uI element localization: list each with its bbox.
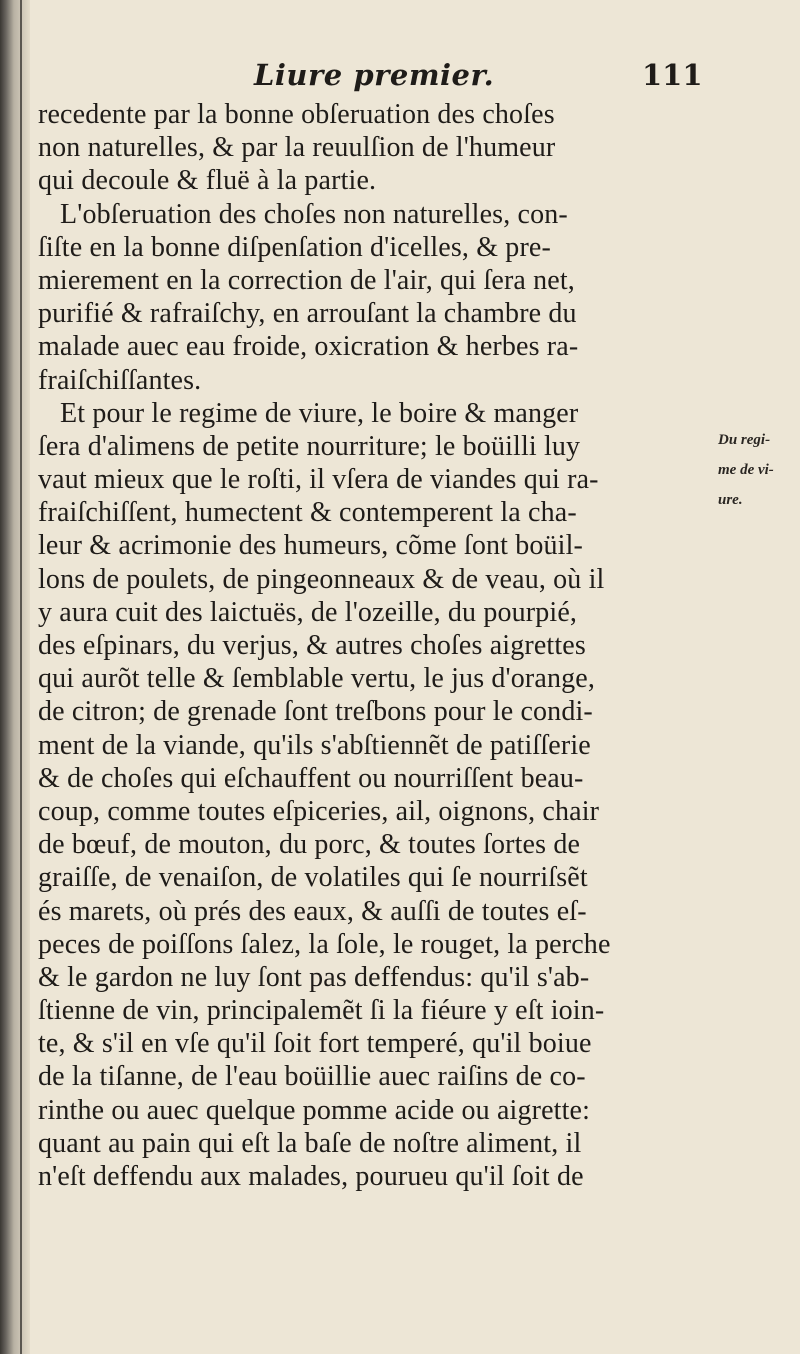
text-line: qui aurõt telle & ſemblable vertu, le jus d'orange, [38,663,595,695]
text-line: non naturelles, & par la reuulſion de l'humeur [38,132,556,164]
margin-note-line: Du regi- [718,432,771,448]
book-gutter [0,0,30,1354]
text-line: des eſpinars, du verjus, & autres choſes aigrettes [38,630,586,661]
text-line: coup, comme toutes eſpiceries, ail, oignons, chair [38,795,600,827]
text-line: ment de la viande, qu'ils s'abſtiennẽt de patiſſerie [38,729,591,761]
text-line: te, & s'il en vſe qu'il ſoit fort temperé, qu'il boiue [38,1028,592,1060]
text-line: de la tiſanne, de l'eau boüillie auec raiſins de co- [38,1061,586,1093]
text-line: de bœuf, de mouton, du porc, & toutes ſortes de [38,829,581,861]
text-line: purifié & rafraiſchy, en arrouſant la chambre du [38,298,577,330]
page-header [38,52,718,98]
margin-note-line: ure. [718,492,743,508]
text-line: graiſſe, de venaiſon, de volatiles qui ſe nourriſsẽt [38,862,588,894]
text-line: leur & acrimonie des humeurs, cõme ſont boüil- [38,530,583,562]
page-number: 111 [642,58,703,92]
margin-note [718,425,798,515]
text-line: és marets, où prés des eaux, & auſſi de toutes eſ- [38,895,587,927]
text-line: & le gardon ne luy ſont pas deffendus: qu'il s'ab- [38,961,590,993]
text-line: n'eſt deffendu aux malades, pourueu qu'il ſoit de [38,1161,584,1192]
text-line: y aura cuit des laictuës, de l'ozeille, du pourpié, [38,596,578,628]
margin-note-line: me de vi- [718,462,774,478]
book-page [38,52,718,1193]
text-line: malade auec eau froide, oxicration & herbes ra- [38,331,579,363]
text-line: & de choſes qui eſchauffent ou nourriſſent beau- [38,762,584,794]
text-line: ſtienne de vin, principalemẽt ſi la fiéure y eſt ioin- [38,995,605,1027]
text-line: L'obſeruation des choſes non naturelles, con- [60,198,568,230]
text-line: vaut mieux que le roſti, il vſera de viandes qui ra- [38,464,599,496]
gutter-fold-line [20,0,22,1354]
text-line: ſiſte en la bonne diſpenſation d'icelles, & pre- [38,231,551,263]
text-line: peces de poiſſons ſalez, la ſole, le rouget, la perche [38,928,611,960]
text-line: ſera d'alimens de petite nourriture; le boüilli luy [38,430,581,462]
text-line: recedente par la bonne obſeruation des choſes [38,99,555,130]
text-line: fraiſchiſſent, humectent & contemperent la cha- [38,497,577,529]
body-text [38,98,718,1193]
text-line: qui decoule & fluë à la partie. [38,165,377,197]
running-title: Liure premier. [254,58,495,92]
text-line: fraiſchiſſantes. [38,364,202,396]
text-line: Et pour le regime de viure, le boire & manger [60,397,579,429]
text-line: de citron; de grenade ſont treſbons pour le condi- [38,696,593,728]
text-line: mierement en la correction de l'air, qui ſera net, [38,264,575,296]
text-line: quant au pain qui eſt la baſe de noſtre aliment, il [38,1127,582,1159]
text-line: lons de poulets, de pingeonneaux & de veau, où il [38,563,605,595]
text-line: rinthe ou auec quelque pomme acide ou aigrette: [38,1094,591,1126]
